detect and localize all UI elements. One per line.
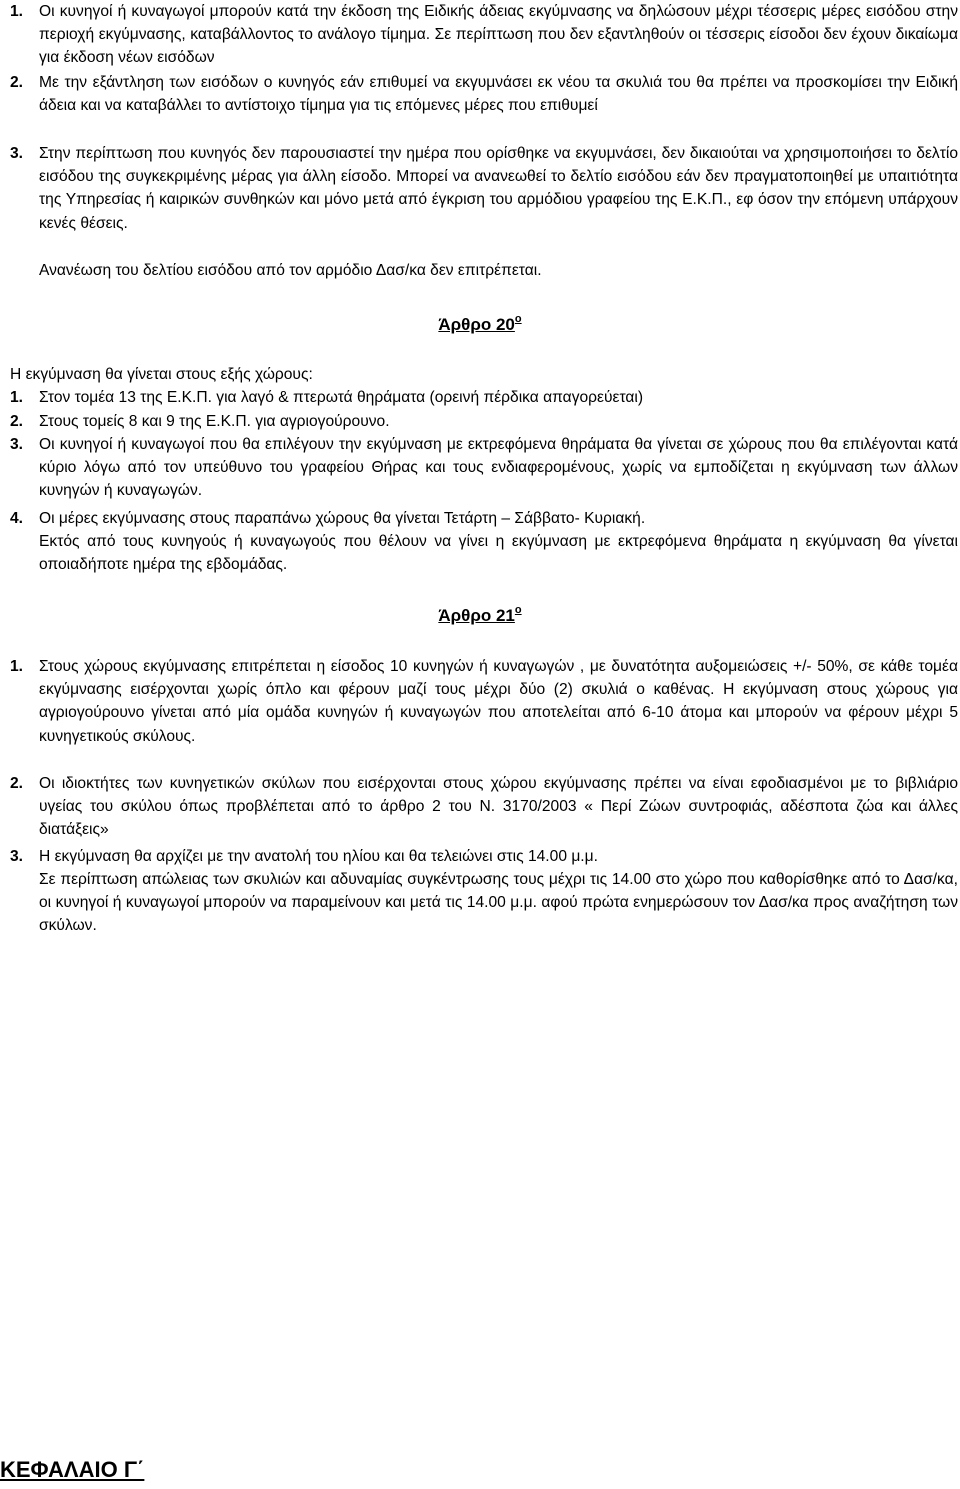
- item-text: Στους χώρους εκγύμνασης επιτρέπεται η είσοδος 10 κυνηγών ή κυναγωγών , με δυνατότητα αυξομειώσεις +/- 50%, σε κάθε τομέα εκγύμνασης εισέρχονται χωρίς όπλο και φέρουν μαζί τους μέχρι δύο (2) σκυλιά ο καθένας. Η εκγύμναση στους χώρους για αγριογούρουνο γίνεται από μία ομάδα κυνηγών ή κυναγωγών που αποτελείται από 6-10 άτομα και μπορούν να φέρουν μέχρι 5 κυνηγετικούς σκύλους.: [39, 658, 958, 745]
- item-number: 1.: [10, 658, 24, 675]
- list-item: [10, 772, 958, 842]
- item-number: 3.: [10, 436, 24, 453]
- item-number: 4.: [10, 510, 24, 527]
- article-title: Άρθρο 21: [438, 606, 515, 625]
- list-item: [10, 71, 958, 117]
- list-item: [10, 410, 958, 433]
- list-item: [10, 845, 958, 868]
- item-number: 1.: [10, 3, 24, 20]
- item-text: Οι κυνηγοί ή κυναγωγοί μπορούν κατά την έκδοση της Ειδικής άδειας εκγύμνασης να δηλώσουν μέχρι τέσσερις μέρες εισόδου στην περιοχή εκγύμνασης, καταβάλλοντος το ανάλογο τίμημα. Σε περίπτωση που δεν εξαντληθούν οι τέσσερις είσοδοι δεν έχουν δικαίωμα για έκδοση νέων εισόδων: [39, 3, 958, 67]
- renewal-note: Ανανέωση του δελτίου εισόδου από τον αρμόδιο Δασ/κα δεν επιτρέπεται.: [39, 262, 542, 279]
- item-text: Η εκγύμναση θα αρχίζει με την ανατολή του ηλίου και θα τελειώνει στις 14.00 μ.μ.: [39, 848, 598, 865]
- article-title: Άρθρο 20: [438, 315, 515, 334]
- item-number: 2.: [10, 74, 24, 91]
- article-21-heading: [0, 604, 960, 626]
- item-number: 2.: [10, 775, 24, 792]
- list-item: [10, 433, 958, 503]
- article-superscript: ο: [514, 313, 522, 325]
- item-text: Στην περίπτωση που κυνηγός δεν παρουσιαστεί την ημέρα που ορίσθηκε να εκγυμνάσει, δεν δικαιούται να χρησιμοποιήσει το δελτίο εισόδου της συγκεκριμένης μέρας για άλλη είσοδο. Μπορεί να ανανεωθεί το δελτίο εισόδου εάν δεν πραγματοποιηθεί με υπαιτιότητα της Υπηρεσίας ή καιρικών συνθηκών και μόνο μετά από έγκριση του αρμόδιου γραφείου της Ε.Κ.Π., εφ όσον την επόμενη υπάρχουν κενές θέσεις.: [39, 145, 958, 232]
- chapter-heading: ΚΕΦΑΛΑΙΟ Γ΄: [0, 1457, 145, 1482]
- article-21-note: Σε περίπτωση απώλειας των σκυλιών και αδυναμίας συγκέντρωσης τους μέχρι τις 14.00 στο χώρο που καθορίσθηκε από το Δασ/κα, οι κυνηγοί ή κυναγωγοί μπορούν να παραμείνουν και μετά τις 14.00 μ.μ. αφού πρώτα ενημερώσουν τον Δασ/κα προς αναζήτηση των σκύλων.: [39, 871, 958, 935]
- article-20-note: Εκτός από τους κυνηγούς ή κυναγωγούς που θέλουν να γίνει η εκγύμναση με εκτρεφόμενα θηράματα η εκγύμναση θα γίνεται οποιαδήποτε ημέρα της εβδομάδας.: [39, 533, 958, 574]
- item-text: Οι ιδιοκτήτες των κυνηγετικών σκύλων που εισέρχονται στους χώρου εκγύμνασης πρέπει να είναι εφοδιασμένοι με το βιβλιάριο υγείας του σκύλου όπως προβλέπεται από το άρθρο 2 του Ν. 3170/2003 « Περί Ζώων συντροφιάς, αδέσποτα ζώα και άλλες διατάξεις»: [39, 775, 958, 839]
- item-number: 3.: [10, 848, 24, 865]
- list-item: [10, 0, 958, 70]
- item-number: 3.: [10, 145, 24, 162]
- item-text: Στους τομείς 8 και 9 της Ε.Κ.Π. για αγριογούρουνο.: [39, 413, 390, 430]
- item-text: Στον τομέα 13 της Ε.Κ.Π. για λαγό & πτερωτά θηράματα (ορεινή πέρδικα απαγορεύεται): [39, 389, 644, 406]
- list-item: [10, 507, 958, 530]
- item-text: Οι μέρες εκγύμνασης στους παραπάνω χώρους θα γίνεται Τετάρτη – Σάββατο- Κυριακή.: [39, 510, 646, 527]
- item-number: 1.: [10, 389, 24, 406]
- list-item: [10, 655, 958, 748]
- item-number: 2.: [10, 413, 24, 430]
- item-text: Οι κυνηγοί ή κυναγωγοί που θα επιλέγουν την εκγύμναση με εκτρεφόμενα θηράματα θα γίνεται σε χώρους που θα επιλέγονται κατά κύριο λόγω από τον υπεύθυνο του γραφείου Θήρας και τους ενδιαφερομένους, χωρίς να εμποδίζεται η εκγύμναση των άλλων κυνηγών ή κυναγωγών.: [39, 436, 958, 500]
- item-text: Με την εξάντληση των εισόδων ο κυνηγός εάν επιθυμεί να εκγυμνάσει εκ νέου τα σκυλιά του θα πρέπει να προσκομίσει την Ειδική άδεια και να καταβάλλει το αντίστοιχο τίμημα για τις επόμενες μέρες που επιθυμεί: [39, 74, 958, 115]
- list-item: [10, 142, 958, 235]
- list-item: [10, 386, 958, 409]
- article-20-intro: Η εκγύμναση θα γίνεται στους εξής χώρους:: [10, 366, 313, 383]
- article-20-heading: [0, 313, 960, 335]
- article-superscript: ο: [514, 604, 522, 616]
